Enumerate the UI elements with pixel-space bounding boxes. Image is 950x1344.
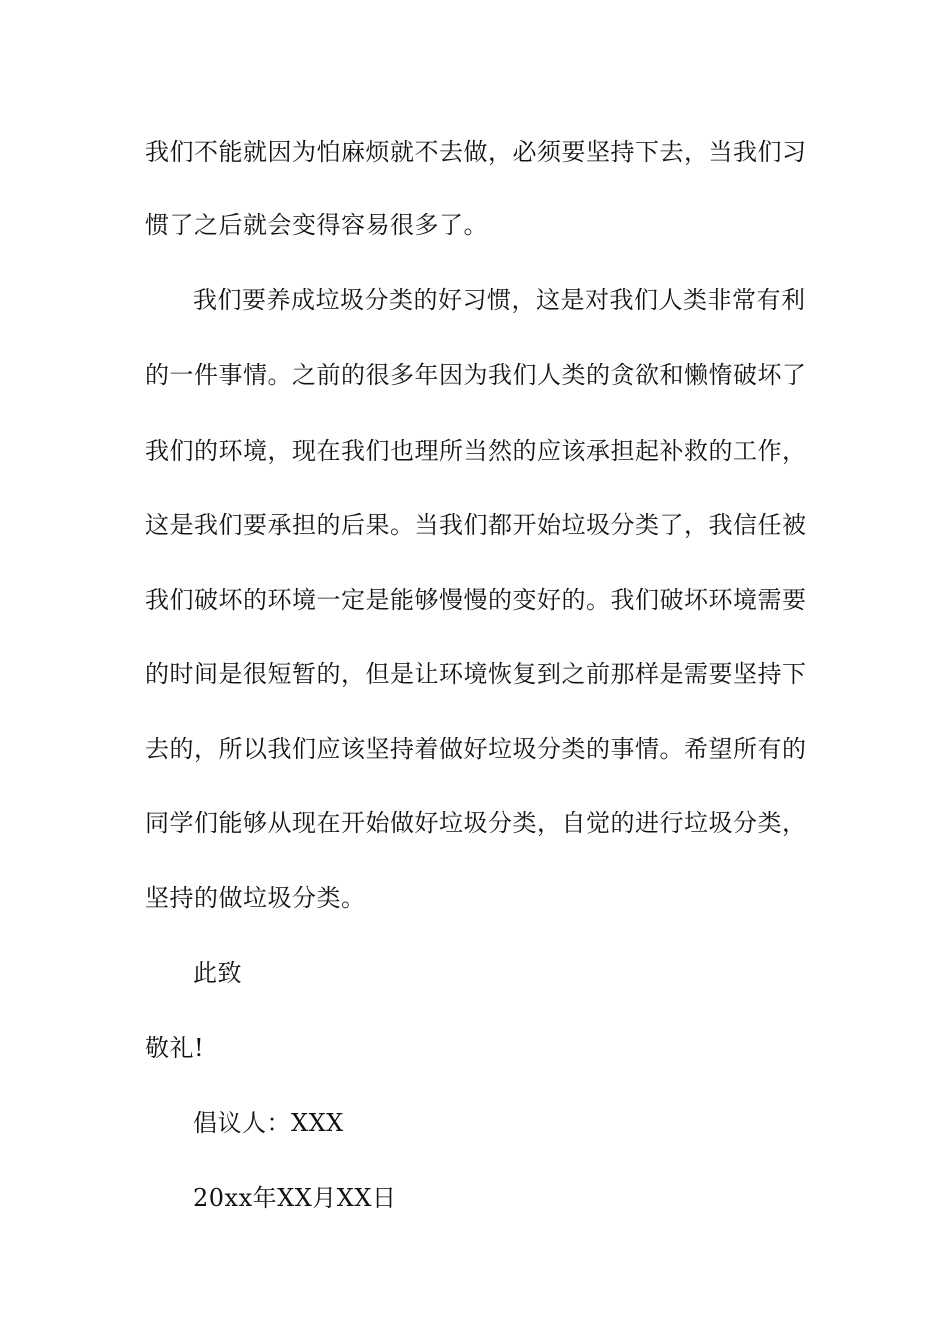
paragraph-line: 这是我们要承担的后果。当我们都开始垃圾分类了，我信任被 — [145, 511, 807, 539]
paragraph-line: 的时间是很短暂的，但是让环境恢复到之前那样是需要坚持下 — [145, 660, 807, 688]
paragraph-line: 坚持的做垃圾分类。 — [145, 884, 366, 912]
paragraph-line: 我们不能就因为怕麻烦就不去做，必须要坚持下去，当我们习 — [145, 138, 807, 166]
date: 20xx年XX月XX日 — [193, 1184, 397, 1212]
paragraph-line: 的一件事情。之前的很多年因为我们人类的贪欲和懒惰破坏了 — [145, 361, 807, 389]
salutation: 敬礼! — [145, 1034, 205, 1062]
paragraph-line: 我们的环境，现在我们也理所当然的应该承担起补救的工作， — [145, 437, 807, 465]
signer: 倡议人：XXX — [193, 1109, 344, 1137]
paragraph-line: 去的，所以我们应该坚持着做好垃圾分类的事情。希望所有的 — [145, 735, 807, 763]
paragraph-line: 我们要养成垃圾分类的好习惯，这是对我们人类非常有利 — [193, 286, 806, 314]
paragraph-line: 惯了之后就会变得容易很多了。 — [145, 211, 488, 239]
closing-line: 此致 — [193, 959, 242, 987]
paragraph-line: 我们破坏的环境一定是能够慢慢的变好的。我们破坏环境需要 — [145, 586, 807, 614]
paragraph-line: 同学们能够从现在开始做好垃圾分类，自觉的进行垃圾分类， — [145, 809, 807, 837]
